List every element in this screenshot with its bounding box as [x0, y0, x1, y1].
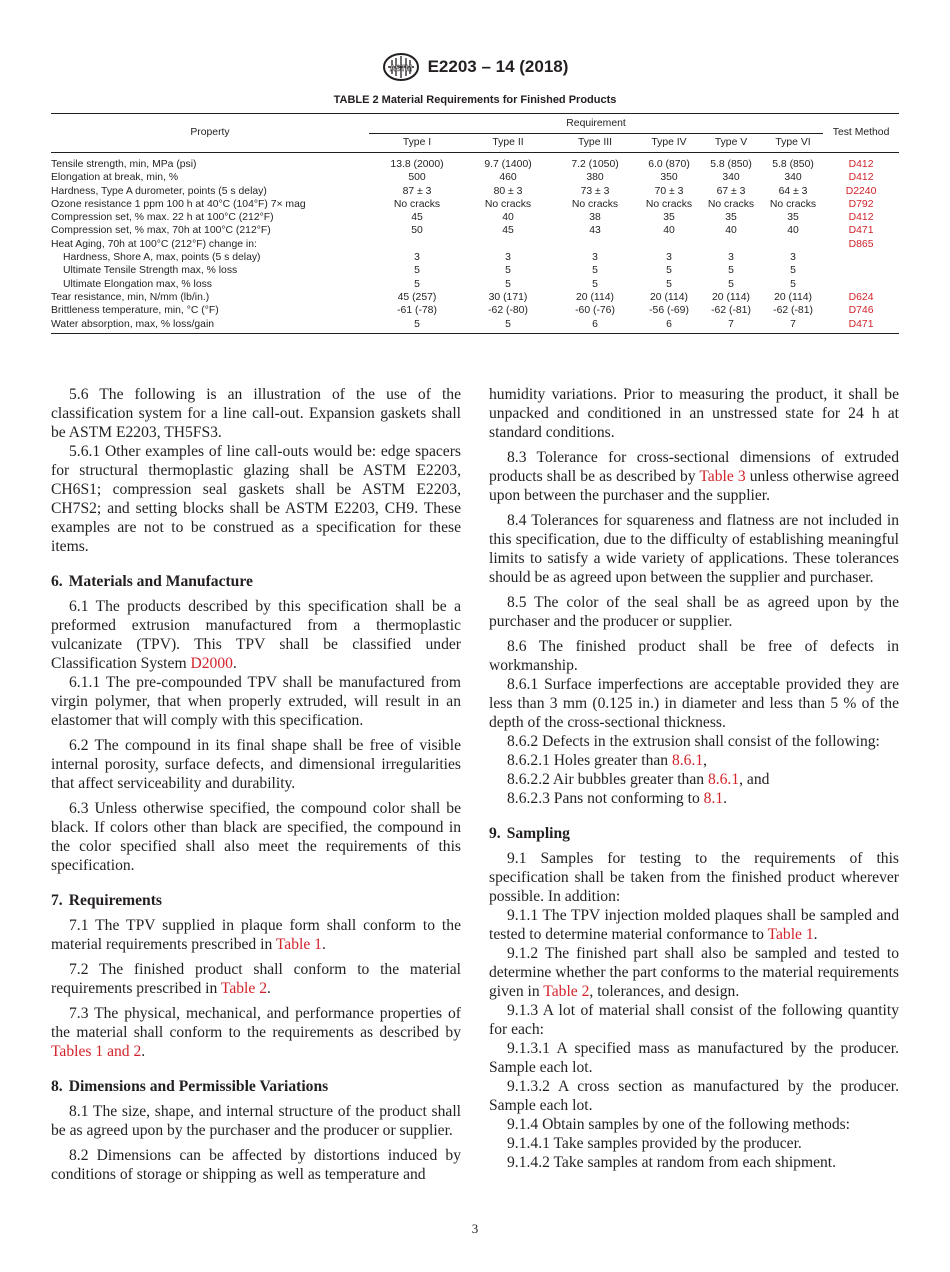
paragraph-9-1: 9.1 Samples for testing to the requirements of this specification shall be taken from the finished product wherever possible. In addition:	[489, 850, 899, 905]
cell-value: 35	[725, 212, 737, 224]
cell-value: 30 (171)	[488, 291, 528, 303]
cell-property: Water absorption, max, % loss/gain	[51, 318, 369, 334]
cell-value: 5.8 (850)	[710, 159, 752, 170]
cell-value: 5	[728, 278, 734, 290]
cell-value: 6	[639, 318, 699, 334]
table-row	[51, 318, 899, 334]
paragraph-9-1-3-1: 9.1.3.1 A specified mass as manufactured by the producer. Sample each lot.	[489, 1040, 899, 1076]
cell-value: 20 (114)	[774, 291, 812, 303]
paragraph-6-1-1: 6.1.1 The pre-compounded TPV shall be manufactured from virgin polymer, that when properly extruded, will result in an elastomer that will comply with this specification.	[51, 674, 461, 729]
cell-value: 5	[414, 278, 420, 290]
cell-property: Tear resistance, min, N/mm (lb/in.)	[51, 291, 210, 303]
cell-value: 3	[414, 252, 420, 264]
cell-test-method-link	[823, 264, 899, 277]
cell-value: 5	[505, 278, 511, 290]
link-table-2[interactable]: Table 2	[543, 983, 590, 1000]
section-9-heading: 9. Sampling	[489, 825, 570, 842]
cell-test-method-link[interactable]: D471	[823, 318, 899, 334]
cell-property: Ozone resistance 1 ppm 100 h at 40°C (104°F) 7× mag	[51, 198, 306, 210]
paragraph-8-2-continued: humidity variations. Prior to measuring the product, it shall be unpacked and conditioned in an unstressed state for 24 h at standard conditions.	[489, 386, 899, 441]
material-requirements-table	[51, 113, 899, 334]
table-row	[51, 304, 899, 317]
paragraph-6-1: 6.1 The products described by this specification shall be a preformed extrusion manufactured from a thermoplastic vulcanizate (TPV). This TPV shall be classified under Classification System D2000.	[51, 598, 461, 672]
paragraph-8-6-2: 8.6.2 Defects in the extrusion shall consist of the following:	[507, 733, 880, 750]
cell-value: 20 (114)	[712, 291, 750, 303]
cell-test-method-link[interactable]: D412	[848, 159, 874, 170]
cell-value: -56 (-69)	[649, 305, 689, 317]
table-caption: TABLE 2 Material Requirements for Finished Products	[333, 94, 617, 106]
paragraph-8-5: 8.5 The color of the seal shall be as agreed upon by the purchaser and the producer or supplier.	[489, 594, 899, 630]
cell-value: 5	[790, 278, 796, 290]
cell-value: No cracks	[645, 198, 693, 210]
cell-value: 5	[592, 278, 598, 290]
paragraph-9-1-3: 9.1.3 A lot of material shall consist of the following quantity for each:	[489, 1002, 899, 1038]
cell-value: 340	[722, 172, 740, 184]
cell-test-method-link	[823, 278, 899, 291]
paragraph-8-4: 8.4 Tolerances for squareness and flatness are not included in this specification, due to the difficulty of establishing meaningful limits to satisfy a wide variety of applications. These tolerances should be as agreed upon between the supplier and purchaser.	[489, 512, 899, 586]
paragraph-8-6-1: 8.6.1 Surface imperfections are acceptable provided they are less than 3 mm (0.125 in.) in diameter and less than 5 % of the depth of the cross-sectional thickness.	[489, 676, 899, 731]
paragraph-8-6-2-2: 8.6.2.2 Air bubbles greater than 8.6.1, and	[507, 771, 770, 788]
cell-value: 3	[592, 252, 598, 264]
cell-value: 40	[787, 225, 799, 237]
table-row	[51, 153, 899, 172]
paragraph-8-6: 8.6 The finished product shall be free of defects in workmanship.	[489, 638, 899, 674]
cell-value: 5	[728, 265, 734, 277]
cell-value: 13.8 (2000)	[390, 159, 444, 170]
column-header-test-method: Test Method	[823, 114, 899, 153]
link-8-6-1[interactable]: 8.6.1	[707, 771, 740, 788]
paragraph-7-1: 7.1 The TPV supplied in plaque form shall conform to the material requirements prescribed in Table 1.	[51, 917, 461, 953]
cell-value: No cracks	[571, 198, 619, 210]
cell-value: 7	[699, 318, 763, 334]
cell-property: Compression set, % max. 22 h at 100°C (212°F)	[51, 212, 274, 224]
cell-value: 35	[787, 212, 799, 224]
cell-value: 3	[505, 252, 511, 264]
cell-value	[763, 238, 823, 251]
cell-property: Ultimate Elongation max, % loss	[63, 278, 212, 290]
table-row	[51, 171, 899, 184]
cell-value: 3	[790, 252, 796, 264]
column-header-type: Type III	[551, 134, 639, 153]
paragraph-6-2: 6.2 The compound in its final shape shall be free of visible internal porosity, surface defects, and dimensional irregularities that affect serviceability and durability.	[51, 737, 461, 792]
cell-property: Hardness, Shore A, max, points (5 s delay)	[63, 252, 261, 264]
paragraph-8-6-2-1: 8.6.2.1 Holes greater than 8.6.1,	[507, 752, 708, 769]
cell-value: 7	[763, 318, 823, 334]
cell-value: 45	[502, 225, 514, 237]
document-designation: E2203 – 14 (2018)	[427, 57, 569, 76]
paragraph-5-6: 5.6 The following is an illustration of the use of the classification system for a line call-out. Expansion gaskets shall be ASTM E2203, TH5FS3.	[51, 386, 461, 441]
cell-value: 40	[725, 225, 737, 237]
svg-text:ASTM: ASTM	[389, 64, 412, 73]
cell-property: Tensile strength, min, MPa (psi)	[51, 159, 197, 170]
paragraph-6-3: 6.3 Unless otherwise specified, the compound color shall be black. If colors other than black are specified, the compound in the color specified shall also meet the requirements of this specification.	[51, 800, 461, 874]
column-header-type: Type I	[369, 134, 465, 153]
cell-value: No cracks	[769, 198, 817, 210]
cell-value: 64 ± 3	[778, 185, 808, 197]
cell-value: No cracks	[393, 198, 441, 210]
link-table-2[interactable]: Table 2	[220, 980, 267, 997]
cell-value: 5	[465, 318, 551, 334]
cell-value: 43	[589, 225, 601, 237]
paragraph-9-1-4-2: 9.1.4.2 Take samples at random from each shipment.	[507, 1154, 837, 1171]
cell-value: 80 ± 3	[493, 185, 523, 197]
cell-test-method-link[interactable]: D2240	[845, 185, 877, 197]
section-8-heading: 8. Dimensions and Permissible Variations	[51, 1078, 329, 1095]
cell-property: Brittleness temperature, min, °C (°F)	[51, 305, 219, 317]
paragraph-5-6-1: 5.6.1 Other examples of line call-outs would be: edge spacers for structural thermoplastic glazing shall be ASTM E2203, CH6S1; compression seal gaskets shall be ASTM E2203, CH7S2; and setting blocks shall be ASTM E2203, CH9. These examples are not to be construed as a specification for these items.	[51, 443, 461, 555]
right-text-column	[489, 385, 899, 1172]
cell-value: 5	[666, 278, 672, 290]
table-row	[51, 251, 899, 264]
section-6-heading: 6. Materials and Manufacture	[51, 573, 253, 590]
paragraph-9-1-4: 9.1.4 Obtain samples by one of the following methods:	[507, 1116, 851, 1133]
table-row	[51, 264, 899, 277]
cell-value: 3	[728, 252, 734, 264]
cell-value: 70 ± 3	[654, 185, 684, 197]
cell-value: -62 (-80)	[488, 305, 528, 317]
cell-value	[639, 238, 699, 251]
cell-value: 350	[660, 172, 678, 184]
paragraph-9-1-2: 9.1.2 The finished part shall also be sampled and tested to determine whether the part conforms to the material requirements given in Table 2, tolerances, and design.	[489, 945, 899, 1000]
cell-value: -60 (-76)	[575, 305, 615, 317]
column-header-property: Property	[51, 114, 369, 153]
cell-value: 5	[592, 265, 598, 277]
paragraph-9-1-3-2: 9.1.3.2 A cross section as manufactured by the producer. Sample each lot.	[489, 1078, 899, 1114]
cell-value: 40	[502, 212, 514, 224]
column-header-type: Type VI	[763, 134, 823, 153]
cell-property: Compression set, % max, 70h at 100°C (212°F)	[51, 225, 271, 237]
paragraph-9-1-1: 9.1.1 The TPV injection molded plaques shall be sampled and tested to determine material conformance to Table 1.	[489, 907, 899, 943]
cell-value: 5	[505, 265, 511, 277]
cell-value: 38	[589, 212, 601, 224]
cell-value: 380	[586, 172, 604, 184]
cell-property: Ultimate Tensile Strength max, % loss	[63, 265, 238, 277]
cell-value: 20 (114)	[576, 291, 614, 303]
table-row	[51, 211, 899, 224]
cell-value: 6	[551, 318, 639, 334]
cell-value: 67 ± 3	[716, 185, 746, 197]
cell-value: No cracks	[484, 198, 532, 210]
document-header	[0, 52, 950, 87]
cell-test-method-link[interactable]: D471	[848, 225, 874, 237]
cell-value: 45	[411, 212, 423, 224]
cell-value: -61 (-78)	[397, 305, 437, 317]
link-d2000[interactable]: D2000	[190, 655, 233, 672]
cell-value: 50	[411, 225, 423, 237]
cell-value: 5	[790, 265, 796, 277]
cell-value	[465, 238, 551, 251]
column-header-type: Type II	[465, 134, 551, 153]
cell-value: 5	[666, 265, 672, 277]
table-row	[51, 185, 899, 198]
table-row	[51, 238, 899, 251]
cell-value: 5	[369, 318, 465, 334]
link-table-3[interactable]: Table 3	[699, 468, 746, 485]
cell-value	[699, 238, 763, 251]
link-table-1[interactable]: Table 1	[767, 926, 814, 943]
table-row	[51, 198, 899, 211]
section-7-heading: 7. Requirements	[51, 892, 162, 909]
cell-property: Hardness, Type A durometer, points (5 s delay)	[51, 185, 267, 197]
cell-test-method-link[interactable]: D412	[848, 172, 874, 184]
cell-value: 73 ± 3	[580, 185, 610, 197]
link-table-1[interactable]: Table 1	[275, 936, 322, 953]
cell-value	[369, 238, 465, 251]
link-tables-1-and-2[interactable]: Tables 1 and 2	[51, 1043, 142, 1060]
cell-property: Elongation at break, min, %	[51, 172, 179, 184]
cell-value: No cracks	[707, 198, 755, 210]
paragraph-8-1: 8.1 The size, shape, and internal structure of the product shall be as agreed upon by the purchaser and the producer or supplier.	[51, 1103, 461, 1139]
cell-value: 87 ± 3	[402, 185, 432, 197]
cell-test-method-link[interactable]: D412	[848, 212, 874, 224]
page-number: 3	[471, 1221, 479, 1236]
astm-logo-icon	[382, 52, 420, 82]
cell-property: Heat Aging, 70h at 100°C (212°F) change in:	[51, 238, 257, 250]
cell-test-method-link[interactable]: D792	[848, 198, 874, 210]
paragraph-8-2: 8.2 Dimensions can be affected by distortions induced by conditions of storage or shipping as well as temperature and	[51, 1147, 461, 1183]
cell-value: 7.2 (1050)	[571, 159, 619, 170]
cell-value: 40	[663, 225, 675, 237]
cell-value: 5	[414, 265, 420, 277]
table-row	[51, 278, 899, 291]
paragraph-7-2: 7.2 The finished product shall conform to the material requirements prescribed in Table 2.	[51, 961, 461, 997]
cell-value: 340	[784, 172, 802, 184]
cell-value: 5.8 (850)	[772, 159, 814, 170]
cell-value: -62 (-81)	[773, 305, 813, 317]
left-text-column	[51, 385, 461, 1184]
cell-test-method-link	[823, 251, 899, 264]
paragraph-8-3: 8.3 Tolerance for cross-sectional dimensions of extruded products shall be as described by Table 3 unless otherwise agreed upon between the purchaser and the supplier.	[489, 449, 899, 504]
column-header-type: Type IV	[639, 134, 699, 153]
paragraph-9-1-4-1: 9.1.4.1 Take samples provided by the producer.	[507, 1135, 802, 1152]
cell-value: 500	[408, 172, 426, 184]
cell-value: 3	[666, 252, 672, 264]
cell-value: -62 (-81)	[711, 305, 751, 317]
table-row	[51, 291, 899, 304]
cell-test-method-link[interactable]: D865	[848, 238, 874, 250]
paragraph-7-3: 7.3 The physical, mechanical, and performance properties of the material shall conform to the requirements as described by Tables 1 and 2.	[51, 1005, 461, 1060]
column-header-type: Type V	[699, 134, 763, 153]
link-8-6-1[interactable]: 8.6.1	[671, 752, 704, 769]
cell-test-method-link[interactable]: D624	[848, 291, 874, 303]
cell-value: 6.0 (870)	[648, 159, 690, 170]
paragraph-8-6-2-3: 8.6.2.3 Pans not conforming to 8.1.	[507, 790, 728, 807]
link-8-1[interactable]: 8.1	[703, 790, 724, 807]
cell-value: 460	[499, 172, 517, 184]
cell-value: 35	[663, 212, 675, 224]
cell-value	[551, 238, 639, 251]
table-row	[51, 224, 899, 237]
column-header-requirement: Requirement	[369, 114, 823, 134]
cell-value: 45 (257)	[397, 291, 437, 303]
cell-test-method-link[interactable]: D746	[848, 305, 874, 317]
cell-value: 20 (114)	[650, 291, 688, 303]
cell-value: 9.7 (1400)	[484, 159, 532, 170]
